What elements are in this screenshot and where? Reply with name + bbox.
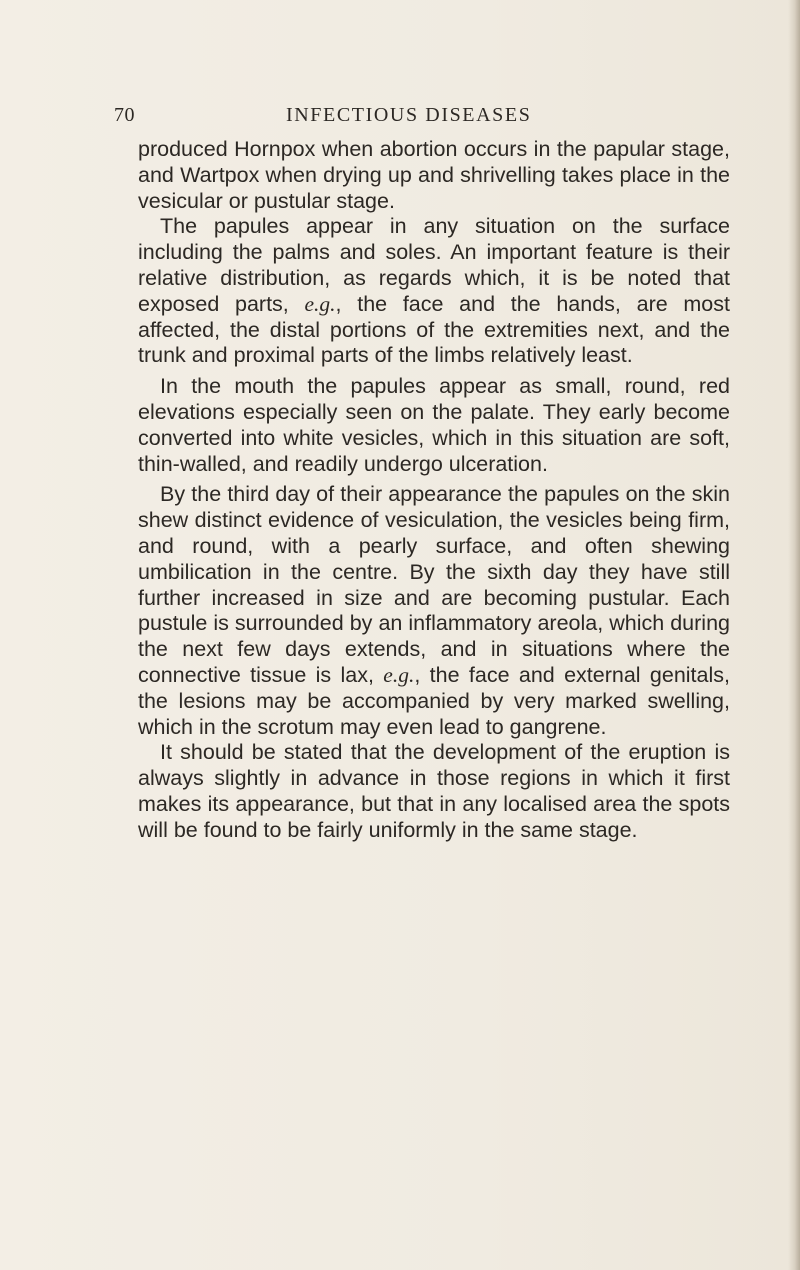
running-head: INFECTIOUS DISEASES (286, 104, 532, 126)
page-header (0, 104, 800, 134)
paragraph-5 (138, 740, 730, 843)
body-text (138, 137, 730, 844)
paragraph-5-text: It should be stated that the development of the eruption is always slightly in advance in those regions in which it first makes its appearance, but that in any localised area the spots will be found to be fairly uniformly in the same stage. (138, 740, 730, 842)
paragraph-1-text: produced Hornpox when abortion occurs in the papular stage, and Wartpox when drying up and shrivelling takes place in the vesicular or pustular stage. (138, 137, 730, 213)
paragraph-3-text: In the mouth the papules appear as small, round, red elevations especially seen on the palate. They early become converted into white vesicles, which in this situation are soft, thin-walled, and readily undergo ulceration. (138, 374, 730, 476)
paragraph-2-text-b: , the face and the hands, are most affected, the distal portions of the extremities next, and the trunk and proximal parts of the limbs relatively least. (138, 291, 730, 368)
paragraph-4-italic-eg: e.g. (383, 662, 415, 687)
paragraph-2-text-a: The papules appear in any situation on the surface including the palms and soles. An important feature is their relative distribution, as regards which, it is be noted that exposed parts, (138, 214, 730, 316)
page-edge-shadow (788, 0, 800, 1270)
paragraph-4-text-b: , the face and external genitals, the lesions may be accompanied by very marked swelling, which in the scrotum may even lead to gangrene. (138, 662, 730, 739)
paragraph-3 (138, 374, 730, 477)
paragraph-1 (138, 137, 730, 214)
paragraph-2-italic-eg: e.g. (304, 291, 336, 316)
paragraph-4-text-a: By the third day of their appearance the papules on the skin shew distinct evidence of vesiculation, the vesicles being firm, and round, with a pearly surface, and often shewing umbilication in the centre. By the sixth day they have still further increased in size and are becoming pustular. Each pustule is surrounded by an inflammatory areola, which during the next few days extends, and in situations where the connective tissue is lax, (138, 482, 730, 687)
paragraph-4 (138, 482, 730, 740)
paragraph-2 (138, 214, 730, 369)
page-number: 70 (114, 104, 135, 126)
